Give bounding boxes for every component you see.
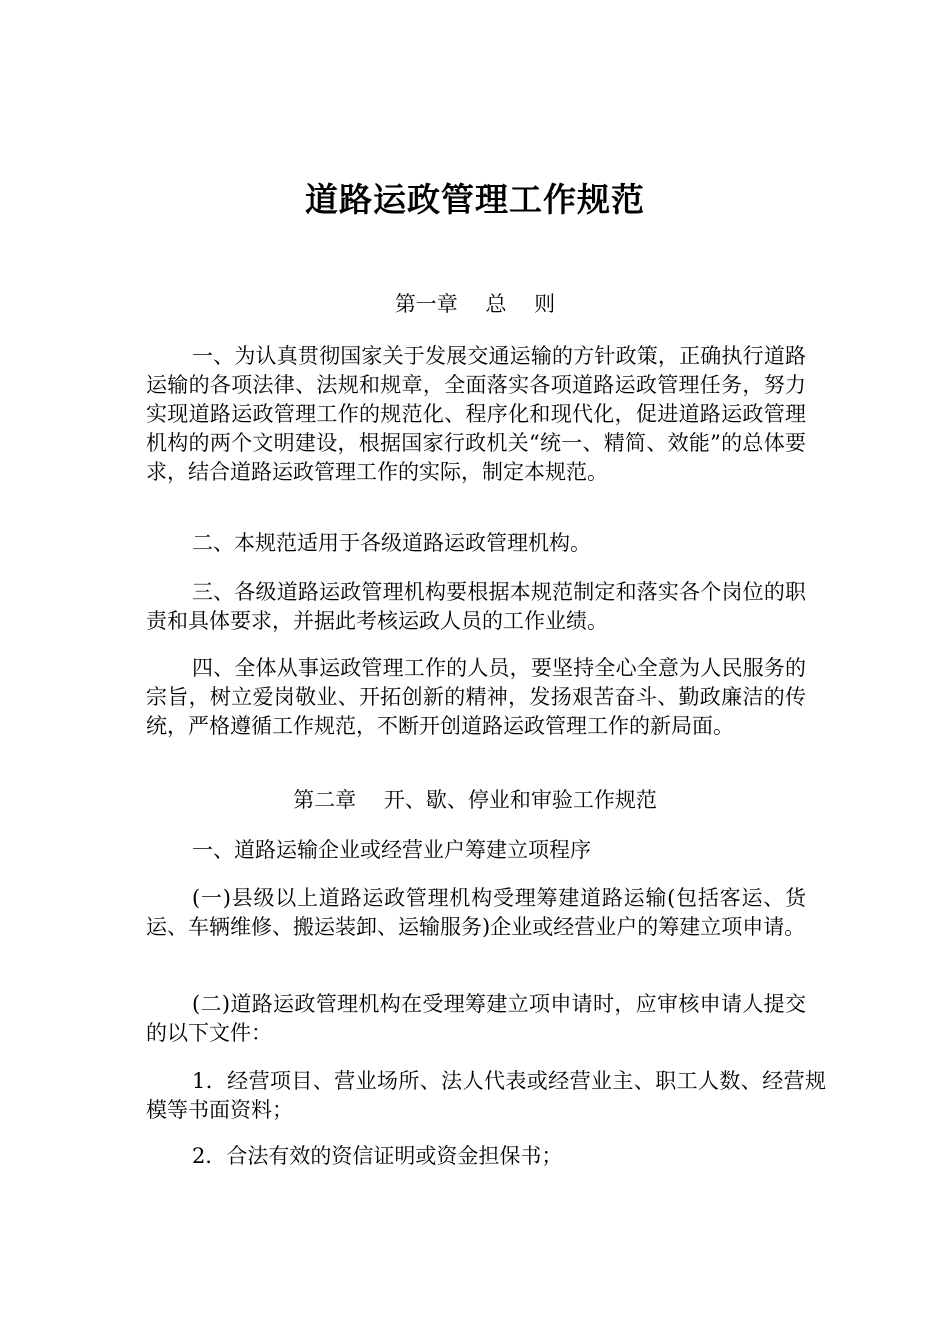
chapter-1-heading: 第一章 总 则 xyxy=(394,292,556,316)
chapter-1-paragraph-3: 三、各级道路运政管理机构要根据本规范制定和落实各个岗位的职责和具体要求，并据此考核运政人员的工作业绩。 xyxy=(146,580,806,633)
chapter-2-subitem-1: 1．经营项目、营业场所、法人代表或经营业主、职工人数、经营规模等书面资料； xyxy=(146,1069,826,1122)
chapter-1-paragraph-4: 四、全体从事运政管理工作的人员，要坚持全心全意为人民服务的宗旨，树立爱岗敬业、开拓创新的精神，发扬艰苦奋斗、勤政廉洁的传统，严格遵循工作规范，不断开创道路运政管理工作的新局面。 xyxy=(146,656,806,738)
chapter-1-paragraph-2: 二、本规范适用于各级道路运政管理机构。 xyxy=(192,531,591,555)
chapter-2-item-1: (一)县级以上道路运政管理机构受理筹建道路运输(包括客运、货运、车辆维修、搬运装卸、运输服务)企业或经营业户的筹建立项申请。 xyxy=(146,886,806,939)
chapter-1-paragraph-1: 一、为认真贯彻国家关于发展交通运输的方针政策，正确执行道路运输的各项法律、法规和规章，全面落实各项道路运政管理任务，努力实现道路运政管理工作的规范化、程序化和现代化，促进道路运政管理机构的两个文明建设，根据国家行政机关“统一、精简、效能”的总体要求，结合道路运政管理工作的实际，制定本规范。 xyxy=(146,344,806,484)
chapter-2-subitem-2: 2．合法有效的资信证明或资金担保书； xyxy=(192,1144,563,1168)
chapter-2-heading: 第二章 开、歇、停业和审验工作规范 xyxy=(293,788,657,812)
chapter-2-item-2: (二)道路运政管理机构在受理筹建立项申请时，应审核申请人提交的以下文件： xyxy=(146,992,806,1045)
document-title: 道路运政管理工作规范 xyxy=(305,180,645,219)
chapter-2-section-1: 一、道路运输企业或经营业户筹建立项程序 xyxy=(192,838,591,862)
